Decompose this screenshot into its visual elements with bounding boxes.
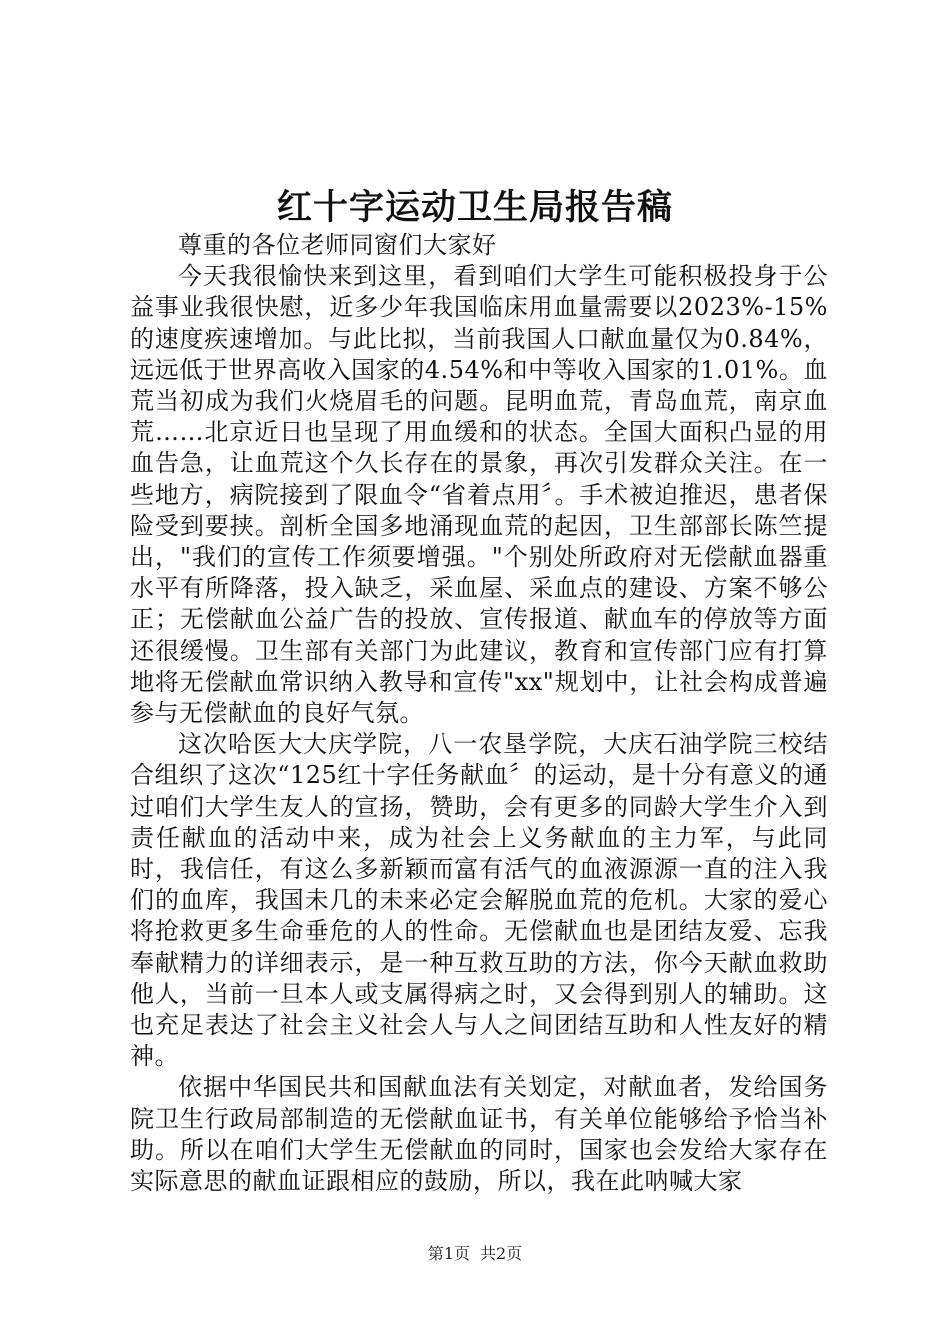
document-body xyxy=(130,230,828,1197)
body-paragraph: 这次哈医大大庆学院，八一农垦学院，大庆石油学院三校结合组织了这次“125红十字任务献血〞的运动，是十分有意义的通过咱们大学生友人的宣扬，赞助，会有更多的同龄大学生介入到责任献血的活动中来，成为社会上义务献血的主力军，与此同时，我信任，有这么多新颖而富有活气的血液源源一直的注入我们的血库，我国未几的未来必定会解脱血荒的危机。大家的爱心将抢救更多生命垂危的人的性命。无偿献血也是团结友爱、忘我奉献精力的详细表示，是一种互救互助的方法，你今天献血救助他人，当前一旦本人或支属得病之时，又会得到别人的辅助。这也充足表达了社会主义社会人与人之间团结互助和人性友好的精神。 xyxy=(130,730,828,1071)
page-number: 第1页 xyxy=(427,1244,470,1263)
document-title: 红十字运动卫生局报告稿 xyxy=(276,188,673,228)
page-footer xyxy=(0,1242,950,1266)
page-total: 共2页 xyxy=(480,1244,523,1263)
greeting-paragraph: 尊重的各位老师同窗们大家好 xyxy=(178,231,497,259)
body-paragraph: 依据中华国民共和国献血法有关划定，对献血者，发给国务院卫生行政局部制造的无偿献血证书，有关单位能够给予恰当补助。所以在咱们大学生无偿献血的同时，国家也会发给大家存在实际意思的献血证跟相应的鼓励，所以，我在此呐喊大家 xyxy=(130,1073,828,1196)
body-paragraph: 今天我很愉快来到这里，看到咱们大学生可能积极投身于公益事业我很快慰，近多少年我国临床用血量需要以2023%-15%的速度疾速增加。与此比拟，当前我国人口献血量仅为0.84%，远远低于世界高收入国家的4.54%和中等收入国家的1.01%。血荒当初成为我们火烧眉毛的问题。昆明血荒，青岛血荒，南京血荒……北京近日也呈现了用血缓和的状态。全国大面积凸显的用血告急，让血荒这个久长存在的景象，再次引发群众关注。在一些地方，病院接到了限血令“省着点用〞。手术被迫推迟，患者保险受到要挟。剖析全国多地涌现血荒的起因，卫生部部长陈竺提出，"我们的宣传工作须要增强。"个别处所政府对无偿献血器重水平有所降落，投入缺乏，采血屋、采血点的建设、方案不够公正；无偿献血公益广告的投放、宣传报道、献血车的停放等方面还很缓慢。卫生部有关部门为此建议，教育和宣传部门应有打算地将无偿献血常识纳入教导和宣传"xx"规划中，让社会构成普遍参与无偿献血的良好气氛。 xyxy=(130,262,828,728)
